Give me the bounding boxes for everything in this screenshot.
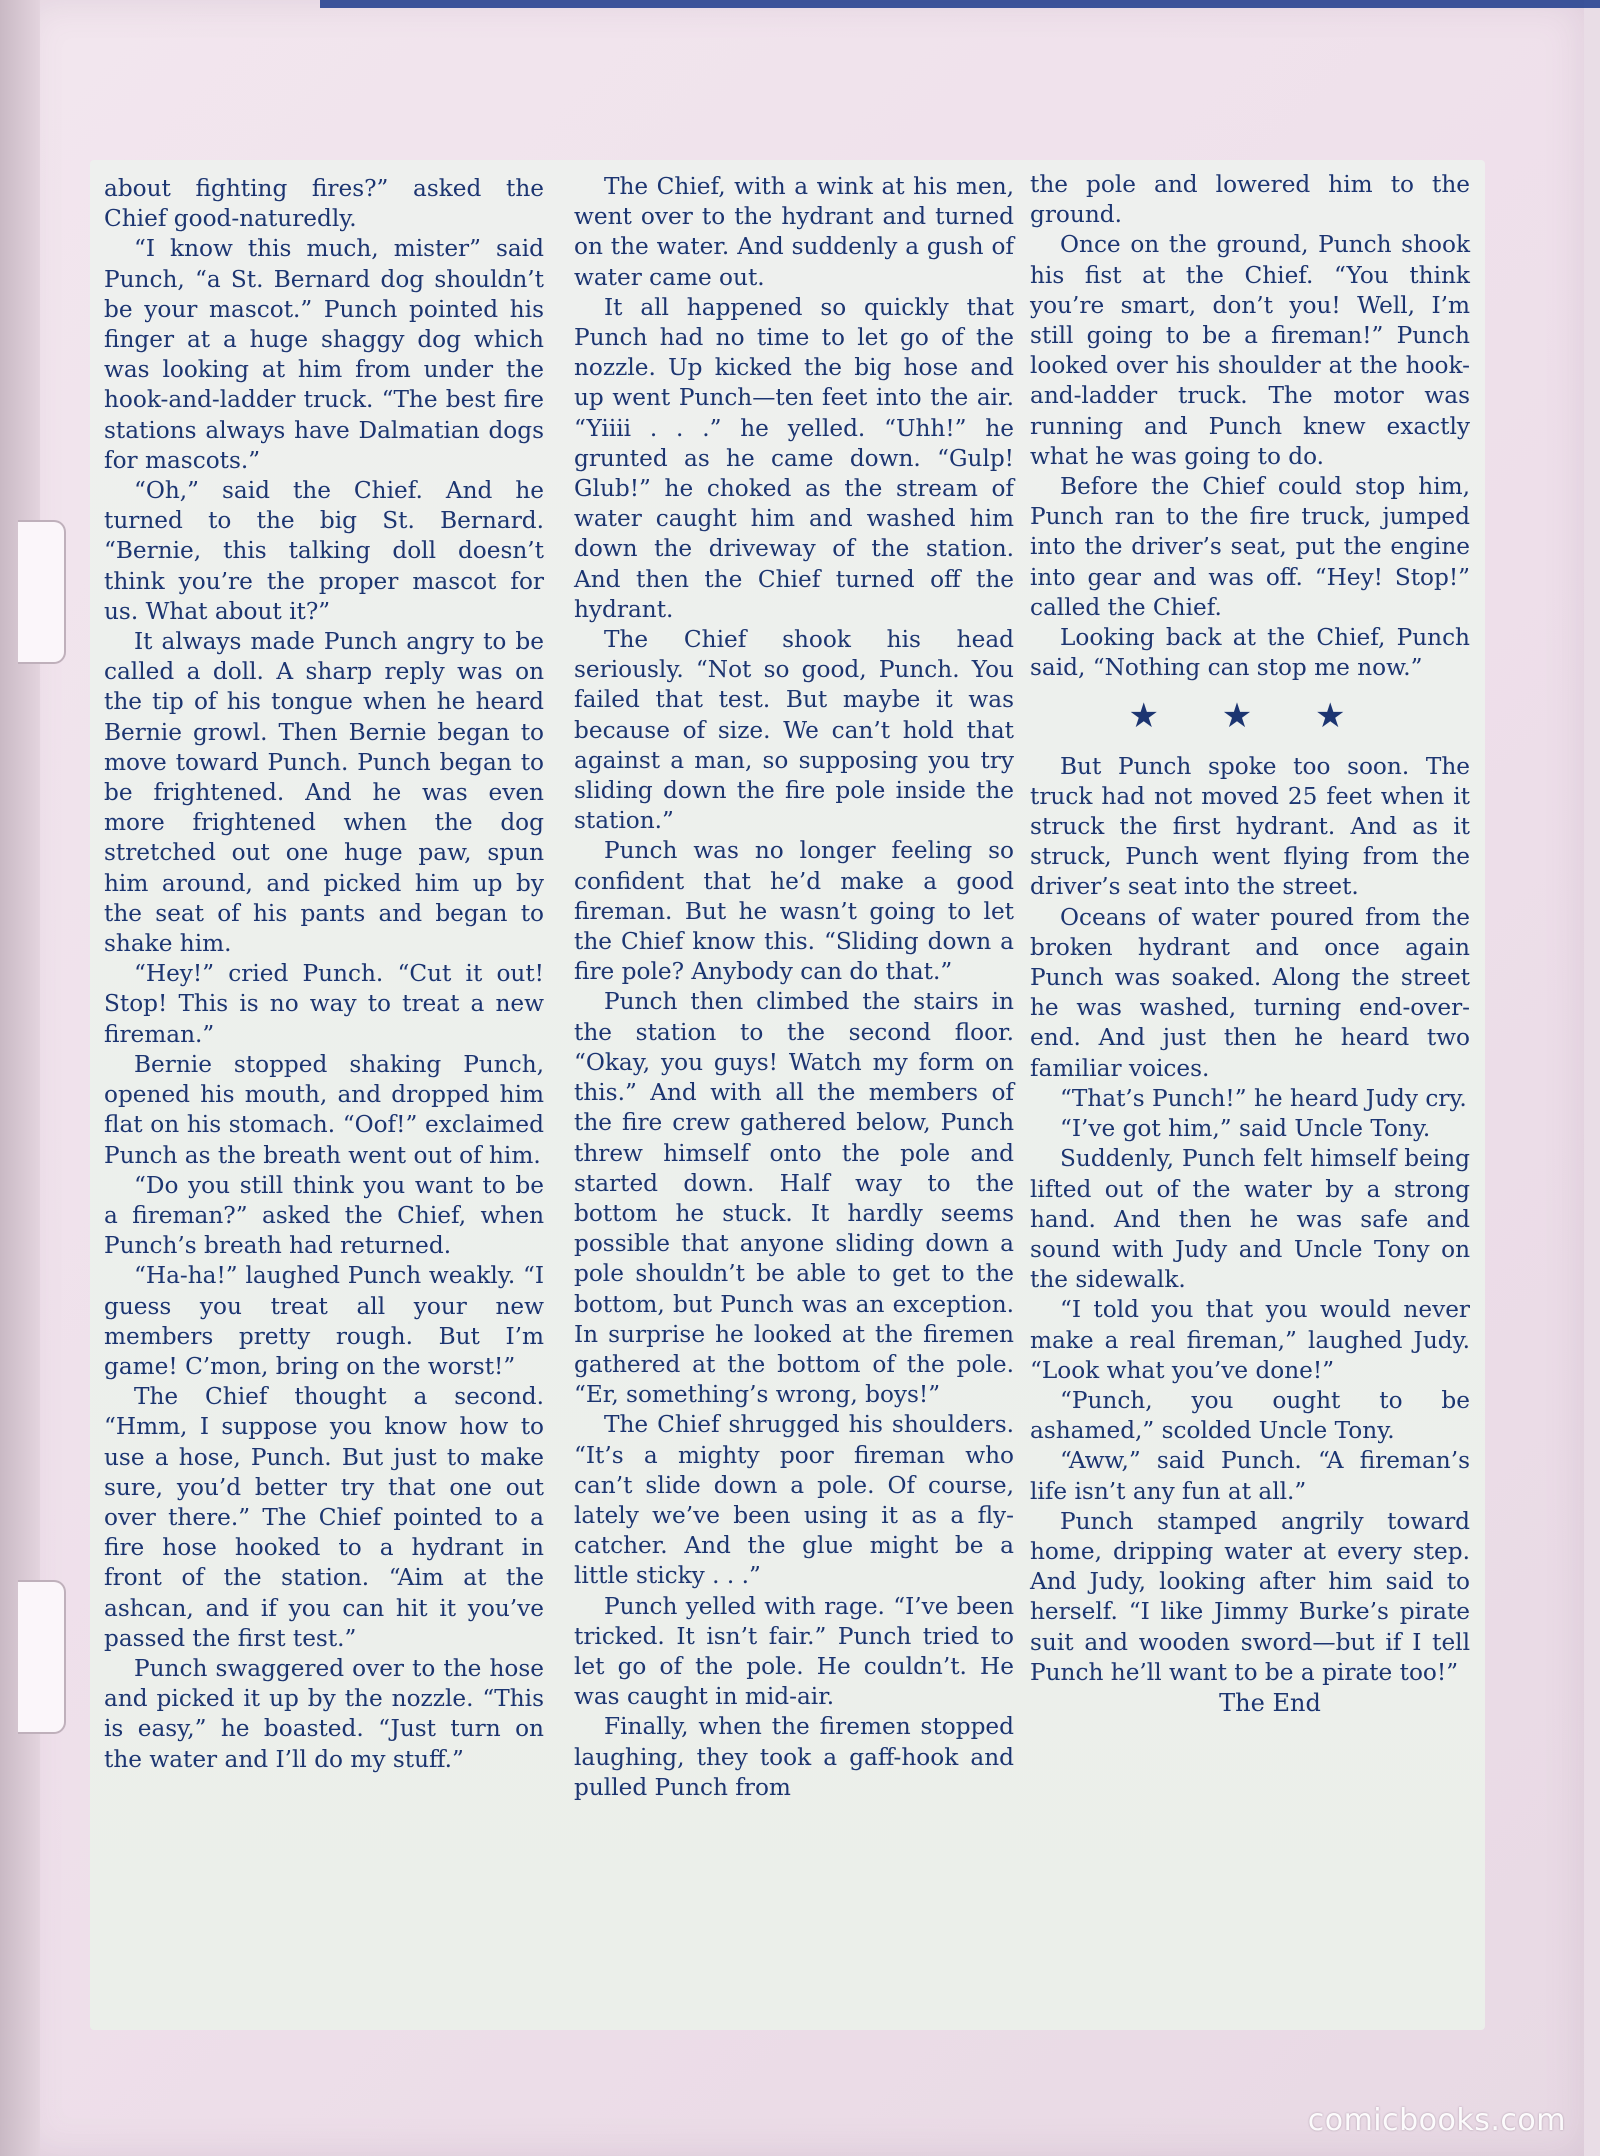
section-break-stars: ★ ★ ★	[1128, 696, 1372, 737]
story-column-2	[574, 172, 1014, 1803]
cover-edge-strip	[320, 0, 1600, 8]
paragraph: “I know this much, mister” said Punch, “a St. Bernard dog shouldn’t be your mascot.” Punch pointed his finger at a huge shaggy dog which was looking at him from under the hook-and-ladder truck. “The best fire stations always have Dalmatian dogs for mascots.”	[104, 235, 544, 474]
story-column-3	[1030, 170, 1470, 1718]
paragraph: The Chief thought a second. “Hmm, I suppose you know how to use a hose, Punch. But just to make sure, you’d better try that one out over there.” The Chief pointed to a fire hose hooked to a hydrant in front of the station. “Aim at the ashcan, and if you can hit it you’ve passed the first test.”	[104, 1383, 544, 1652]
paragraph: Once on the ground, Punch shook his fist at the Chief. “You think you’re smart, don’t you! Well, I’m still going to be a fireman!” Punch looked over his shoulder at the hook-and-ladder truck. The motor was running and Punch knew exactly what he was going to do.	[1030, 231, 1470, 470]
paragraph: Before the Chief could stop him, Punch ran to the fire truck, jumped into the driver’s seat, put the engine into gear and was off. “Hey! Stop!” called the Chief.	[1030, 473, 1470, 621]
paragraph: Oceans of water poured from the broken hydrant and once again Punch was soaked. Along the street he was washed, turning end-over-end. And just then he heard two familiar voices.	[1030, 903, 1470, 1082]
paragraph: “Aww,” said Punch. “A fireman’s life isn’t any fun at all.”	[1030, 1447, 1470, 1505]
paragraph: Finally, when the firemen stopped laughing, they took a gaff-hook and pulled Punch from	[574, 1713, 1014, 1801]
paragraph: Punch then climbed the stairs in the station to the second floor. “Okay, you guys! Watch my form on this.” And with all the members of the fire crew gathered below, Punch threw himself onto the pole and started down. Half way to the bottom he stuck. It hardly seems possible that anyone sliding down a pole shouldn’t be able to get to the bottom, but Punch was an exception. In surprise he looked at the firemen gathered at the bottom of the pole. “Er, something’s wrong, boys!”	[574, 988, 1014, 1409]
paragraph: the pole and lowered him to the ground.	[1030, 171, 1470, 229]
paragraph: It always made Punch angry to be called a doll. A sharp reply was on the tip of his tongue when he heard Bernie growl. Then Bernie began to move toward Punch. Punch began to be frightened. And he was even more frightened when the dog stretched out one huge paw, spun him around, and picked him up by the seat of his pants and began to shake him.	[104, 628, 544, 958]
paragraph: Punch yelled with rage. “I’ve been tricked. It isn’t fair.” Punch tried to let go of the pole. He couldn’t. He was caught in mid-air.	[574, 1592, 1014, 1711]
paragraph: Punch stamped angrily toward home, dripping water at every step. And Judy, looking after him said to herself. “I like Jimmy Burke’s pirate suit and wooden sword—but if I tell Punch he’ll want to be a pirate too!”	[1030, 1507, 1470, 1686]
paragraph: “Punch, you ought to be ashamed,” scolded Uncle Tony.	[1030, 1386, 1470, 1445]
paragraph: The Chief, with a wink at his men, went over to the hydrant and turned on the water. And suddenly a gush of water came out.	[574, 173, 1014, 291]
binding-edge	[0, 0, 40, 2156]
paragraph: The Chief shrugged his shoulders. “It’s a mighty poor fireman who can’t slide down a pole. Of course, lately we’ve been using it as a fly-catcher. And the glue might be a little sticky . . .”	[574, 1411, 1014, 1590]
paragraph: “Do you still think you want to be a fireman?” asked the Chief, when Punch’s breath had returned.	[104, 1171, 544, 1260]
paragraph: It all happened so quickly that Punch had no time to let go of the nozzle. Up kicked the big hose and up went Punch—ten feet into the air. “Yiiii . . .” he yelled. “Uhh!” he grunted as he came down. “Gulp! Glub!” he choked as the stream of water caught him and washed him down the driveway of the station. And then the Chief turned off the hydrant.	[574, 293, 1014, 623]
paragraph: about fighting fires?” asked the Chief good-naturedly.	[104, 175, 544, 233]
paragraph: “I’ve got him,” said Uncle Tony.	[1060, 1115, 1431, 1143]
staple-tear-top	[18, 520, 66, 664]
paragraph: Punch swaggered over to the hose and picked it up by the nozzle. “This is easy,” he boasted. “Just turn on the water and I’ll do my stuff.”	[104, 1654, 544, 1773]
paragraph: “Hey!” cried Punch. “Cut it out! Stop! This is no way to treat a new fireman.”	[104, 960, 544, 1048]
story-ending: The End	[1219, 1688, 1321, 1717]
story-column-1	[104, 174, 544, 1775]
paragraph: Suddenly, Punch felt himself being lifted out of the water by a strong hand. And then he was safe and sound with Judy and Uncle Tony on the sidewalk.	[1030, 1145, 1470, 1294]
paragraph: The Chief shook his head seriously. “Not so good, Punch. You failed that test. But maybe it was because of size. We can’t hold that against a man, so supposing you try sliding down the fire pole inside the station.”	[574, 626, 1014, 835]
paragraph: Bernie stopped shaking Punch, opened his mouth, and dropped him flat on his stomach. “Oof!” exclaimed Punch as the breath went out of him.	[104, 1050, 544, 1169]
paragraph: But Punch spoke too soon. The truck had not moved 25 feet when it struck the first hydrant. And as it struck, Punch went flying from the driver’s seat into the street.	[1030, 752, 1470, 901]
paragraph: Punch was no longer feeling so confident that he’d make a good fireman. But he wasn’t going to let the Chief know this. “Sliding down a fire pole? Anybody can do that.”	[574, 837, 1014, 986]
paragraph: Looking back at the Chief, Punch said, “Nothing can stop me now.”	[1030, 624, 1470, 682]
paragraph: “That’s Punch!” he heard Judy cry.	[1060, 1084, 1467, 1112]
paragraph: “Ha-ha!” laughed Punch weakly. “I guess you treat all your new members pretty rough. But I’m game! C’mon, bring on the worst!”	[104, 1262, 544, 1380]
paragraph: “Oh,” said the Chief. And he turned to the big St. Bernard. “Bernie, this talking doll doesn’t think you’re the proper mascot for us. What about it?”	[104, 477, 544, 625]
watermark: comicbooks.com	[1307, 2103, 1566, 2138]
paragraph: “I told you that you would never make a real fireman,” laughed Judy. “Look what you’ve done!”	[1030, 1296, 1470, 1384]
staple-tear-bottom	[18, 1580, 66, 1734]
